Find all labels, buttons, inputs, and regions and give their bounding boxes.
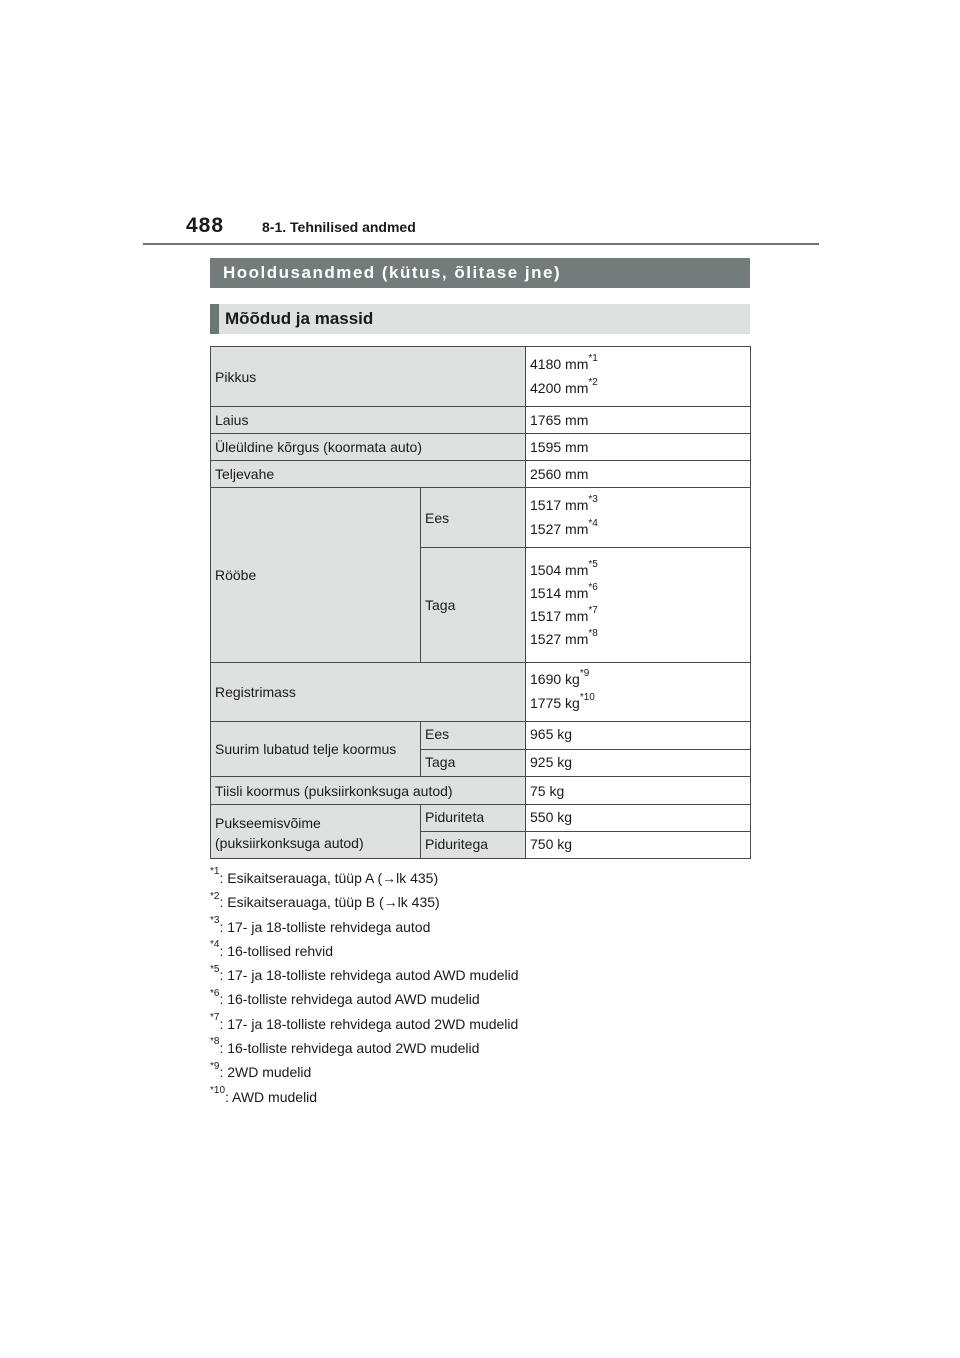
row-label: Registrimass: [211, 663, 526, 722]
header-divider: [143, 243, 819, 245]
sub-label: Piduritega: [421, 832, 526, 859]
row-value: 750 kg: [526, 832, 751, 859]
row-value: 965 kg: [526, 722, 751, 750]
footnote: $^{*2}$: Esikaitserauaga, tüüp B (→lk 435): [210, 890, 440, 911]
sub-label: Taga: [421, 548, 526, 663]
row-label: Pukseemisvõime (puksiirkonksuga autod): [211, 805, 421, 859]
footnote: $^{*5}$: 17- ja 18-tolliste rehvidega autod AWD mudelid: [210, 963, 519, 984]
row-value: 550 kg: [526, 805, 751, 832]
row-label: Pikkus: [211, 347, 526, 407]
sub-label: Ees: [421, 488, 526, 548]
footnote: $^{*1}$: Esikaitserauaga, tüüp A (→lk 435): [210, 866, 439, 886]
footnote: $^{*9}$: 2WD mudelid: [210, 1060, 312, 1081]
section-title: Hooldusandmed (kütus, õlitase jne): [210, 258, 750, 288]
sub-label: Taga: [421, 750, 526, 777]
value-line: 1527 $mm^{*4}$: [530, 517, 598, 537]
footnote: $^{*7}$: 17- ja 18-tolliste rehvidega autod 2WD mudelid: [210, 1012, 519, 1032]
row-label: Tiisli koormus (puksiirkonksuga autod): [211, 777, 526, 805]
row-value: [526, 347, 751, 407]
table-row: [211, 488, 751, 548]
footnote: $^{*10}$: AWD mudelid: [210, 1085, 318, 1105]
table-row: [211, 347, 751, 407]
row-value: 1595 mm: [526, 434, 751, 461]
row-value: 2560 mm: [526, 461, 751, 488]
row-value: 1765 mm: [526, 407, 751, 434]
table-row: [211, 434, 751, 461]
table-row: [211, 663, 751, 722]
value-line: 1690 $kg^{*9}$: [530, 668, 590, 687]
row-value: [526, 663, 751, 722]
table-row: [211, 461, 751, 488]
row-label: Laius: [211, 407, 526, 434]
footnote: $^{*3}$: 17- ja 18-tolliste rehvidega autod: [210, 914, 431, 935]
row-value: 75 kg: [526, 777, 751, 805]
row-value: [526, 488, 751, 548]
value-line: 4200 $mm^{*2}$: [530, 376, 598, 396]
row-value: [526, 548, 751, 663]
value-line: 1517 $mm^{*3}$: [530, 493, 598, 513]
value-line: 4180 $mm^{*1}$: [530, 352, 598, 372]
dimensions-table: [210, 346, 751, 859]
sub-label: Piduriteta: [421, 805, 526, 832]
section-label: 8-1. Tehnilised andmed: [262, 219, 416, 235]
value-line: 1504 $mm^{*5}$: [530, 558, 598, 578]
value-line: 1775 $kg^{*10}$: [530, 692, 595, 711]
table-row: [211, 407, 751, 434]
value-line: 1514 $mm^{*6}$: [530, 581, 598, 601]
page-header: [186, 214, 818, 246]
footnote: $^{*4}$: 16-tollised rehvid: [210, 939, 334, 959]
table-row: [211, 805, 751, 832]
table-row: [211, 722, 751, 750]
footnote: $^{*6}$: 16-tolliste rehvidega autod AWD mudelid: [210, 987, 480, 1008]
subsection-title: Mõõdud ja massid: [210, 304, 750, 334]
row-label: Teljevahe: [211, 461, 526, 488]
row-label: Üleüldine kõrgus (koormata auto): [211, 434, 526, 461]
footnotes: [210, 866, 750, 1109]
page-number: 488: [186, 214, 225, 237]
row-label: Suurim lubatud telje koormus: [211, 722, 421, 777]
row-label: Rööbe: [211, 488, 421, 663]
row-value: 925 kg: [526, 750, 751, 777]
footnote: $^{*8}$: 16-tolliste rehvidega autod 2WD mudelid: [210, 1036, 480, 1057]
table-row: [211, 777, 751, 805]
sub-label: Ees: [421, 722, 526, 750]
value-line: 1527 $mm^{*8}$: [530, 627, 598, 647]
value-line: 1517 $mm^{*7}$: [530, 604, 598, 624]
